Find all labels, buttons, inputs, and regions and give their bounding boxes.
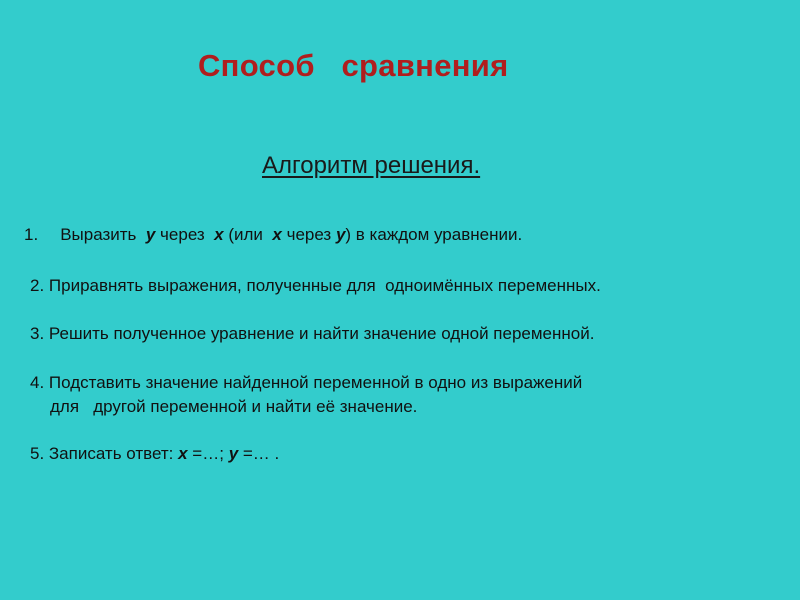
step-5-text-a: 5. Записать ответ: xyxy=(30,444,179,463)
step-4-line-2: для другой переменной и найти её значение. xyxy=(50,397,418,416)
slide-subtitle: Алгоритм решения. xyxy=(262,152,481,179)
step-1-text-a: Выразить xyxy=(60,225,142,244)
step-3: 3. Решить полученное уравнение и найти значение одной переменной. xyxy=(30,324,595,343)
step-1-var-y2: y xyxy=(335,225,346,244)
step-1-var-x: x xyxy=(214,225,224,244)
step-1-text-d: через xyxy=(281,225,336,244)
step-1-number: 1. xyxy=(24,225,39,244)
step-1 xyxy=(24,225,522,245)
slide-title: Способ сравнения xyxy=(198,48,509,83)
step-5-var-x: x xyxy=(178,444,188,463)
step-1-text-e: ) в каждом уравнении. xyxy=(345,225,523,244)
step-1-var-y: y xyxy=(145,225,156,244)
step-5-text-b: =…; xyxy=(187,444,229,463)
step-1-text-b: через xyxy=(155,225,210,244)
step-1-var-x2: x xyxy=(272,225,282,244)
step-5-var-y: y xyxy=(228,444,239,463)
step-1-text-c: (или xyxy=(223,225,268,244)
step-5-text-c: =… . xyxy=(238,444,280,463)
step-2: 2. Приравнять выражения, полученные для одноимённых переменных. xyxy=(30,276,601,295)
step-5 xyxy=(30,444,279,464)
step-4-line-1: 4. Подставить значение найденной переменной в одно из выражений xyxy=(30,373,583,392)
